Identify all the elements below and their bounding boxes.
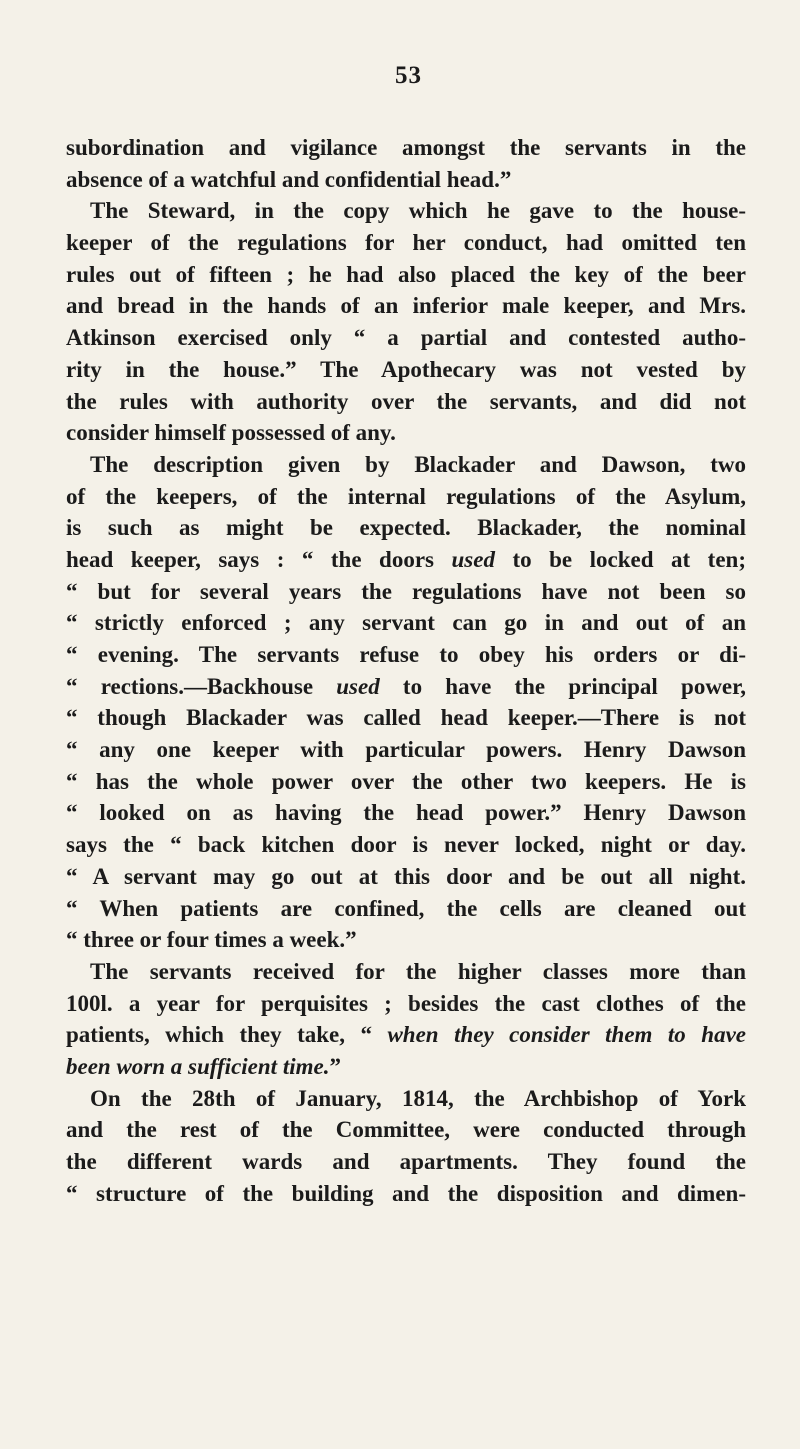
line-text: patients, which they take, “ [66, 1022, 388, 1048]
text-line [66, 1114, 746, 1146]
line-text: rules out of fifteen ; he had also placed the key of the beer [66, 261, 746, 287]
text-line [66, 195, 746, 227]
line-text: the rules with authority over the servants, and did not [66, 388, 746, 414]
text-line [66, 702, 746, 734]
line-text: “ looked on as having the head power.” Henry Dawson [66, 800, 746, 826]
line-text: The servants received for the higher classes more than [90, 958, 746, 984]
text-line [66, 861, 746, 893]
text-line [66, 132, 746, 164]
text-line [66, 227, 746, 259]
line-text: the different wards and apartments. They found the [66, 1149, 746, 1174]
line-text: The Steward, in the copy which he gave to the house- [90, 198, 746, 224]
line-text: Atkinson exercised only “ a partial and contested autho- [66, 325, 746, 351]
line-text: “ evening. The servants refuse to obey his orders or di- [66, 642, 746, 667]
line-text: to have the principal power, [379, 673, 746, 699]
line-text: The description given by Blackader and Dawson, two [90, 451, 746, 477]
line-text: “ strictly enforced ; any servant can go in and out of an [66, 610, 746, 636]
text-line [66, 576, 746, 608]
line-text: “ any one keeper with particular powers. Henry Dawson [66, 737, 746, 763]
line-text: “ though Blackader was called head keeper.—There is not [66, 705, 746, 731]
text-line [66, 639, 746, 671]
text-line [66, 417, 746, 449]
text-line [66, 481, 746, 513]
line-text: and bread in the hands of an inferior male keeper, and Mrs. [66, 293, 746, 319]
text-line [66, 766, 746, 798]
line-text: head keeper, says : “ the doors [66, 546, 452, 572]
line-text: 100l. a year for perquisites ; besides the cast clothes of the [66, 990, 746, 1016]
text-line [66, 322, 746, 354]
emphasized-text: used [451, 546, 495, 572]
line-text: keeper of the regulations for her conduct, had omitted ten [66, 230, 746, 256]
emphasized-text: been worn a sufficient time. [66, 1053, 330, 1079]
line-text: “ A servant may go out at this door and be out all night. [66, 863, 746, 889]
emphasized-text: used [336, 673, 380, 699]
line-text: absence of a watchful and confidential head.” [66, 166, 512, 192]
text-line [66, 449, 746, 481]
text-line [66, 1019, 746, 1051]
line-text: and the rest of the Committee, were conducted through [66, 1117, 746, 1143]
line-text: is such as might be expected. Blackader, the nominal [66, 515, 746, 541]
text-line [66, 1083, 746, 1115]
line-text: consider himself possessed of any. [66, 420, 396, 446]
text-line [66, 512, 746, 544]
text-line [66, 671, 746, 703]
text-line [66, 924, 746, 956]
text-line [66, 290, 746, 322]
text-line [66, 1146, 746, 1178]
line-text: “ three or four times a week.” [66, 927, 357, 953]
line-text: to be locked at ten; [494, 546, 746, 572]
line-text: ” [329, 1053, 341, 1079]
text-line [66, 1051, 746, 1083]
line-text: “ structure of the building and the disposition and dimen- [66, 1180, 746, 1206]
line-text: “ rections.—Backhouse [66, 673, 337, 699]
line-text: On the 28th of January, 1814, the Archbishop of York [90, 1085, 746, 1111]
text-line [66, 829, 746, 861]
text-line [66, 1178, 746, 1210]
page-number: 53 [395, 62, 422, 89]
line-text: “ When patients are confined, the cells are cleaned out [66, 895, 746, 921]
text-line [66, 893, 746, 925]
emphasized-text: when they consider them to have [387, 1022, 746, 1048]
text-line [66, 386, 746, 418]
text-line [66, 544, 746, 576]
line-text: “ has the whole power over the other two keepers. He is [66, 768, 746, 794]
line-text: says the “ back kitchen door is never locked, night or day. [66, 832, 746, 858]
line-text: subordination and vigilance amongst the servants in the [66, 135, 746, 160]
line-text: rity in the house.” The Apothecary was not vested by [66, 356, 746, 382]
line-text: “ but for several years the regulations have not been so [66, 578, 746, 604]
text-line [66, 164, 746, 196]
text-line [66, 354, 746, 386]
text-line [66, 988, 746, 1020]
text-line [66, 607, 746, 639]
text-line [66, 797, 746, 829]
text-line [66, 259, 746, 291]
text-line [66, 734, 746, 766]
body-text [66, 132, 746, 1209]
line-text: of the keepers, of the internal regulations of the Asylum, [66, 483, 746, 509]
text-line [66, 956, 746, 988]
